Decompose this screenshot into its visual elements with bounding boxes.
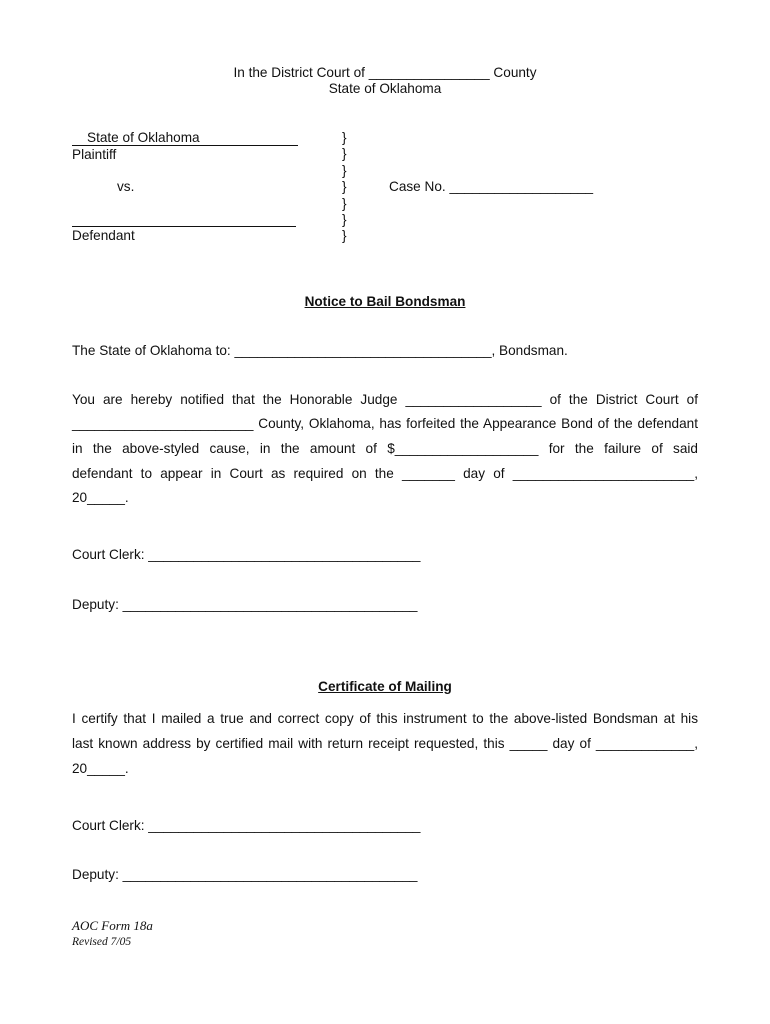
plaintiff-name-line: [72, 145, 298, 146]
plaintiff-name: State of Oklahoma: [87, 130, 200, 145]
plaintiff-label: Plaintiff: [72, 147, 117, 162]
certificate-paragraph-line: last known address by certified mail with return receipt requested, this _____ day of _____________,: [72, 736, 698, 751]
notice-paragraph-line: in the above-styled cause, in the amount of $___________________ for the failure of said: [72, 441, 698, 456]
notice-year-line: 20_____.: [72, 490, 129, 505]
court-heading: In the District Court of ________________ County: [233, 65, 537, 80]
form-number: AOC Form 18a: [72, 918, 153, 933]
certificate-court-clerk-signature[interactable]: Court Clerk: ____________________________________: [72, 818, 421, 833]
notice-paragraph-line: defendant to appear in Court as required on the _______ day of ________________________,: [72, 466, 698, 481]
form-revision: Revised 7/05: [72, 936, 132, 948]
notice-paragraph-line: You are hereby notified that the Honorable Judge __________________ of the District Court of: [72, 392, 698, 407]
defendant-name-line: [72, 226, 296, 227]
state-heading: State of Oklahoma: [328, 81, 442, 96]
bondsman-to-line[interactable]: The State of Oklahoma to: __________________________________, Bondsman.: [72, 343, 568, 358]
certificate-paragraph-line: I certify that I mailed a true and correct copy of this instrument to the above-listed Bondsman at his: [72, 711, 698, 726]
certificate-deputy-signature[interactable]: Deputy: _______________________________________: [72, 867, 418, 882]
notice-paragraph-line: ________________________ County, Oklahoma, has forfeited the Appearance Bond of the defendant: [72, 416, 698, 431]
caption-braces: } } } } } } }: [342, 130, 347, 244]
case-number-field[interactable]: Case No. ___________________: [389, 179, 594, 194]
certificate-title: Certificate of Mailing: [318, 679, 452, 694]
certificate-year-line: 20_____.: [72, 761, 129, 776]
defendant-label: Defendant: [72, 228, 135, 243]
notice-deputy-signature[interactable]: Deputy: _______________________________________: [72, 597, 418, 612]
versus-label: vs.: [117, 179, 135, 194]
notice-court-clerk-signature[interactable]: Court Clerk: ____________________________________: [72, 547, 421, 562]
notice-title: Notice to Bail Bondsman: [304, 294, 466, 309]
